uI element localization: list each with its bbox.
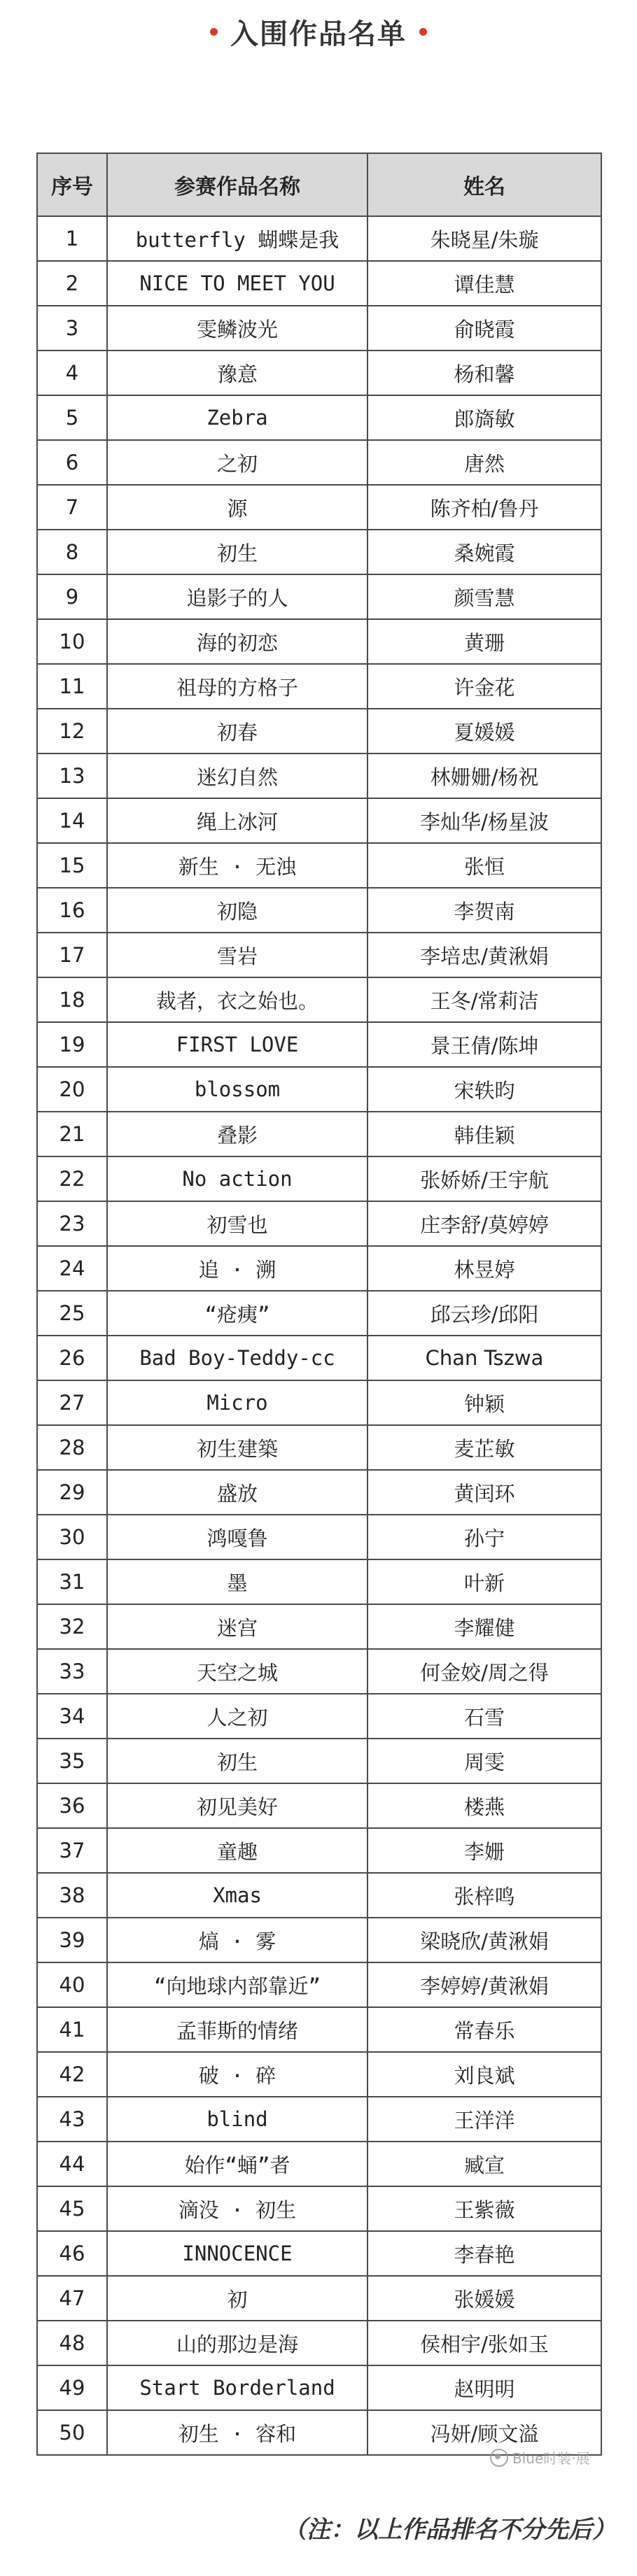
row-name: 韩佳颖 xyxy=(368,1112,601,1156)
row-work-title: Xmas xyxy=(107,1873,368,1918)
row-name: 郎旖敏 xyxy=(368,395,601,440)
row-number: 26 xyxy=(37,1336,107,1380)
row-name: 冯妍/顾文溢 xyxy=(368,2410,601,2455)
row-work-title: 初生 xyxy=(107,1739,368,1783)
table-row xyxy=(37,888,601,933)
table-row xyxy=(37,1873,601,1918)
table-row xyxy=(37,2007,601,2052)
row-number: 5 xyxy=(37,395,107,440)
row-work-title: 山的那边是海 xyxy=(107,2321,368,2365)
row-work-title: 天空之城 xyxy=(107,1649,368,1694)
watermark xyxy=(490,2447,590,2468)
row-number: 19 xyxy=(37,1022,107,1067)
row-work-title: Zebra xyxy=(107,395,368,440)
table-row xyxy=(37,619,601,664)
row-work-title: 始作“蛹”者 xyxy=(107,2142,368,2186)
row-work-title: 初 xyxy=(107,2276,368,2321)
row-name: 桑婉霞 xyxy=(368,530,601,574)
row-work-title: 墨 xyxy=(107,1559,368,1604)
row-work-title: blossom xyxy=(107,1067,368,1112)
table-row xyxy=(37,1739,601,1783)
row-name: 楼燕 xyxy=(368,1783,601,1828)
row-name: 张恒 xyxy=(368,843,601,888)
row-work-title: 海的初恋 xyxy=(107,619,368,664)
row-number: 44 xyxy=(37,2142,107,2186)
row-work-title: 源 xyxy=(107,485,368,530)
row-work-title: 初雪也 xyxy=(107,1201,368,1246)
table-row xyxy=(37,1291,601,1336)
table-row xyxy=(37,1962,601,2007)
row-name: 夏媛媛 xyxy=(368,709,601,753)
finalist-table xyxy=(36,153,602,2456)
column-header-number: 序号 xyxy=(37,153,107,216)
row-name: 赵明明 xyxy=(368,2365,601,2410)
table-row xyxy=(37,574,601,619)
row-name: 颜雪慧 xyxy=(368,574,601,619)
row-work-title: 初生 · 容和 xyxy=(107,2410,368,2455)
row-work-title: INNOCENCE xyxy=(107,2231,368,2276)
row-name: 邱云珍/邱阳 xyxy=(368,1291,601,1336)
table-row xyxy=(37,1156,601,1201)
row-work-title: 初隐 xyxy=(107,888,368,933)
table-row xyxy=(37,753,601,798)
row-work-title: 孟菲斯的情绪 xyxy=(107,2007,368,2052)
row-name: 林昱婷 xyxy=(368,1246,601,1291)
row-number: 2 xyxy=(37,261,107,306)
table-row xyxy=(37,1694,601,1739)
table-body xyxy=(37,216,601,2455)
footnote: （注：以上作品排名不分先后） xyxy=(283,2516,616,2544)
row-number: 27 xyxy=(37,1380,107,1425)
row-name: 何金姣/周之得 xyxy=(368,1649,601,1694)
row-name: 陈齐柏/鲁丹 xyxy=(368,485,601,530)
row-work-title: 之初 xyxy=(107,440,368,485)
row-number: 18 xyxy=(37,977,107,1022)
row-number: 32 xyxy=(37,1604,107,1649)
table-row xyxy=(37,440,601,485)
row-number: 46 xyxy=(37,2231,107,2276)
row-name: 孙宁 xyxy=(368,1515,601,1559)
column-header-name: 姓名 xyxy=(368,153,601,216)
row-work-title: 破 · 碎 xyxy=(107,2052,368,2097)
table-row xyxy=(37,977,601,1022)
row-number: 20 xyxy=(37,1067,107,1112)
table-row xyxy=(37,530,601,574)
row-work-title: 雯鳞波光 xyxy=(107,306,368,351)
row-work-title: 初生 xyxy=(107,530,368,574)
row-work-title: 盛放 xyxy=(107,1470,368,1515)
column-header-work-title: 参赛作品名称 xyxy=(107,153,368,216)
table-row xyxy=(37,1649,601,1694)
row-number: 47 xyxy=(37,2276,107,2321)
row-number: 43 xyxy=(37,2097,107,2142)
row-work-title: 滴没 · 初生 xyxy=(107,2186,368,2231)
table-header-row xyxy=(37,153,601,216)
row-work-title: “向地球内部靠近” xyxy=(107,1962,368,2007)
row-work-title: Micro xyxy=(107,1380,368,1425)
row-work-title: blind xyxy=(107,2097,368,2142)
row-name: 黄闰环 xyxy=(368,1470,601,1515)
left-red-dot-icon xyxy=(210,28,218,36)
table-row xyxy=(37,1246,601,1291)
row-name: 唐然 xyxy=(368,440,601,485)
row-work-title: 追影子的人 xyxy=(107,574,368,619)
table-row xyxy=(37,2052,601,2097)
row-name: 麦芷敏 xyxy=(368,1425,601,1470)
table-row xyxy=(37,1828,601,1873)
row-number: 3 xyxy=(37,306,107,351)
row-number: 8 xyxy=(37,530,107,574)
row-number: 36 xyxy=(37,1783,107,1828)
row-work-title: 祖母的方格子 xyxy=(107,664,368,709)
row-work-title: 初见美好 xyxy=(107,1783,368,1828)
row-number: 24 xyxy=(37,1246,107,1291)
table-row xyxy=(37,216,601,261)
row-work-title: NICE TO MEET YOU xyxy=(107,261,368,306)
row-work-title: 熇 · 雾 xyxy=(107,1918,368,1962)
row-work-title: 裁者，衣之始也。 xyxy=(107,977,368,1022)
table-row xyxy=(37,1425,601,1470)
row-number: 11 xyxy=(37,664,107,709)
row-number: 21 xyxy=(37,1112,107,1156)
row-number: 13 xyxy=(37,753,107,798)
table-row xyxy=(37,709,601,753)
row-name: 常春乐 xyxy=(368,2007,601,2052)
row-work-title: 初生建築 xyxy=(107,1425,368,1470)
row-number: 9 xyxy=(37,574,107,619)
row-number: 10 xyxy=(37,619,107,664)
right-red-dot-icon xyxy=(419,28,427,36)
row-name: 林姗姗/杨祝 xyxy=(368,753,601,798)
table-row xyxy=(37,1112,601,1156)
row-name: 庄李舒/莫婷婷 xyxy=(368,1201,601,1246)
table-row xyxy=(37,2321,601,2365)
row-number: 4 xyxy=(37,351,107,395)
row-name: 李贺南 xyxy=(368,888,601,933)
row-work-title: 新生 · 无浊 xyxy=(107,843,368,888)
row-name: Chan Tszwa xyxy=(368,1336,601,1380)
table-row xyxy=(37,395,601,440)
row-number: 31 xyxy=(37,1559,107,1604)
row-work-title: No action xyxy=(107,1156,368,1201)
row-number: 37 xyxy=(37,1828,107,1873)
row-number: 42 xyxy=(37,2052,107,2097)
row-name: 石雪 xyxy=(368,1694,601,1739)
watermark-text: Blue时装·展 xyxy=(512,2450,590,2467)
table-row xyxy=(37,1559,601,1604)
row-name: 王冬/常莉洁 xyxy=(368,977,601,1022)
table-row xyxy=(37,306,601,351)
row-number: 23 xyxy=(37,1201,107,1246)
row-number: 38 xyxy=(37,1873,107,1918)
table-row xyxy=(37,1201,601,1246)
row-number: 17 xyxy=(37,933,107,977)
row-work-title: 绳上冰河 xyxy=(107,798,368,843)
table-row xyxy=(37,1336,601,1380)
table-row xyxy=(37,1022,601,1067)
row-name: 朱晓星/朱璇 xyxy=(368,216,601,261)
row-work-title: 豫意 xyxy=(107,351,368,395)
table-row xyxy=(37,1918,601,1962)
row-work-title: 鸿嘎鲁 xyxy=(107,1515,368,1559)
row-name: 谭佳慧 xyxy=(368,261,601,306)
row-name: 张媛媛 xyxy=(368,2276,601,2321)
row-number: 40 xyxy=(37,1962,107,2007)
row-work-title: 童趣 xyxy=(107,1828,368,1873)
row-name: 张娇娇/王宇航 xyxy=(368,1156,601,1201)
row-number: 7 xyxy=(37,485,107,530)
row-number: 25 xyxy=(37,1291,107,1336)
row-number: 22 xyxy=(37,1156,107,1201)
row-number: 14 xyxy=(37,798,107,843)
row-name: 叶新 xyxy=(368,1559,601,1604)
row-name: 李培忠/黄湫娟 xyxy=(368,933,601,977)
table-row xyxy=(37,664,601,709)
row-name: 李婷婷/黄湫娟 xyxy=(368,1962,601,2007)
row-name: 俞晓霞 xyxy=(368,306,601,351)
table-row xyxy=(37,843,601,888)
row-name: 梁晓欣/黄湫娟 xyxy=(368,1918,601,1962)
row-work-title: 追 · 溯 xyxy=(107,1246,368,1291)
table-row xyxy=(37,2142,601,2186)
row-number: 30 xyxy=(37,1515,107,1559)
row-number: 29 xyxy=(37,1470,107,1515)
row-number: 16 xyxy=(37,888,107,933)
row-work-title: 人之初 xyxy=(107,1694,368,1739)
table-row xyxy=(37,1067,601,1112)
table-row xyxy=(37,1783,601,1828)
row-name: 李姗 xyxy=(368,1828,601,1873)
row-work-title: 雪岩 xyxy=(107,933,368,977)
row-name: 黄珊 xyxy=(368,619,601,664)
row-work-title: 迷宫 xyxy=(107,1604,368,1649)
row-number: 41 xyxy=(37,2007,107,2052)
row-name: 宋轶昀 xyxy=(368,1067,601,1112)
table-row xyxy=(37,261,601,306)
wechat-icon xyxy=(490,2449,508,2467)
row-name: 周雯 xyxy=(368,1739,601,1783)
row-name: 王紫薇 xyxy=(368,2186,601,2231)
table-row xyxy=(37,1470,601,1515)
table-row xyxy=(37,1604,601,1649)
row-number: 34 xyxy=(37,1694,107,1739)
row-work-title: 叠影 xyxy=(107,1112,368,1156)
table-row xyxy=(37,798,601,843)
table-row xyxy=(37,351,601,395)
row-work-title: FIRST LOVE xyxy=(107,1022,368,1067)
table-row xyxy=(37,2276,601,2321)
table-row xyxy=(37,1515,601,1559)
row-number: 33 xyxy=(37,1649,107,1694)
table-row xyxy=(37,1380,601,1425)
row-number: 50 xyxy=(37,2410,107,2455)
row-work-title: “疮痍” xyxy=(107,1291,368,1336)
table-row xyxy=(37,2186,601,2231)
row-number: 6 xyxy=(37,440,107,485)
row-work-title: Start Borderland xyxy=(107,2365,368,2410)
row-number: 48 xyxy=(37,2321,107,2365)
row-number: 49 xyxy=(37,2365,107,2410)
row-name: 侯相宇/张如玉 xyxy=(368,2321,601,2365)
row-work-title: Bad Boy-Teddy-cc xyxy=(107,1336,368,1380)
page-title: 入围作品名单 xyxy=(230,17,407,50)
row-number: 12 xyxy=(37,709,107,753)
row-name: 许金花 xyxy=(368,664,601,709)
row-name: 李灿华/杨星波 xyxy=(368,798,601,843)
table-row xyxy=(37,933,601,977)
row-number: 28 xyxy=(37,1425,107,1470)
row-work-title: 迷幻自然 xyxy=(107,753,368,798)
table-row xyxy=(37,485,601,530)
row-name: 王洋洋 xyxy=(368,2097,601,2142)
row-name: 刘良斌 xyxy=(368,2052,601,2097)
table-row xyxy=(37,2231,601,2276)
row-name: 李耀健 xyxy=(368,1604,601,1649)
row-number: 45 xyxy=(37,2186,107,2231)
row-name: 李春艳 xyxy=(368,2231,601,2276)
row-number: 39 xyxy=(37,1918,107,1962)
table-row xyxy=(37,2365,601,2410)
row-number: 15 xyxy=(37,843,107,888)
row-name: 杨和馨 xyxy=(368,351,601,395)
row-work-title: 初春 xyxy=(107,709,368,753)
row-work-title: butterfly 蝴蝶是我 xyxy=(107,216,368,261)
row-name: 景王倩/陈坤 xyxy=(368,1022,601,1067)
row-name: 钟颖 xyxy=(368,1380,601,1425)
page-header xyxy=(0,0,637,63)
row-name: 臧宣 xyxy=(368,2142,601,2186)
row-number: 1 xyxy=(37,216,107,261)
table-row xyxy=(37,2097,601,2142)
row-number: 35 xyxy=(37,1739,107,1783)
row-name: 张梓鸣 xyxy=(368,1873,601,1918)
